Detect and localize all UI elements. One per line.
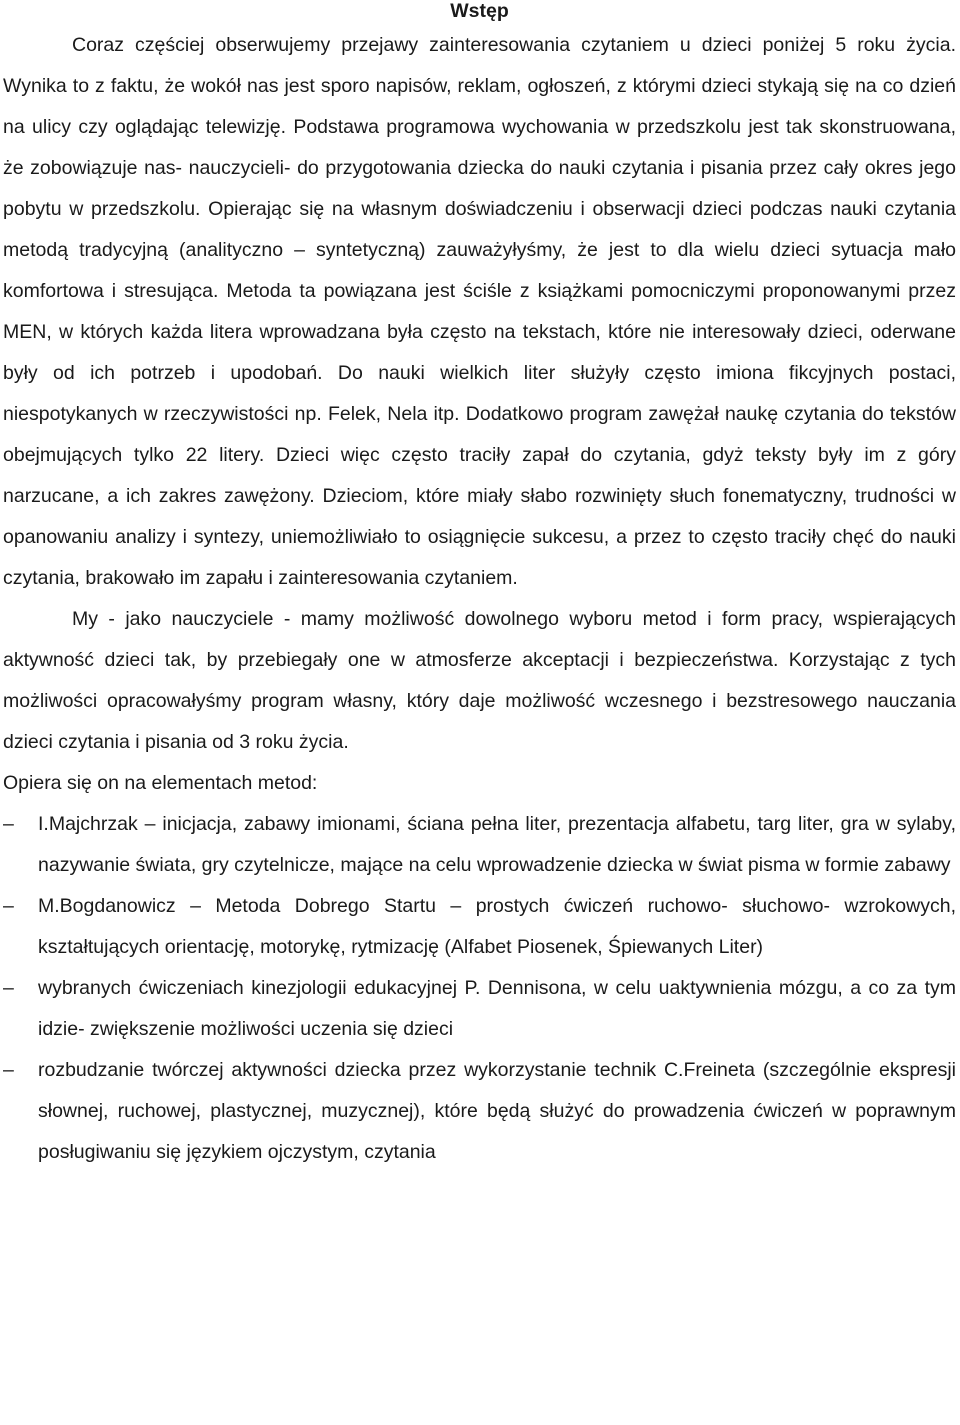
- list-intro: Opiera się on na elementach metod:: [3, 772, 318, 794]
- list-item: [3, 804, 956, 886]
- paragraph-intro: Coraz częściej obserwujemy przejawy zainteresowania czytaniem u dzieci poniżej 5 roku życia. Wynika to z faktu, że wokół nas jest sporo napisów, reklam, ogłoszeń, z którymi dzieci stykają się na co dzień na ulicy czy oglądając telewizję. Podstawa programowa wychowania w przedszkolu jest tak skonstruowana, że zobowiązuje nas- nauczycieli- do przygotowania dziecka do nauki czytania i pisania przez cały okres jego pobytu w przedszkolu. Opierając się na własnym doświadczeniu i obserwacji dzieci podczas nauki czytania metodą tradycyjną (analityczno – syntetyczną) zauważyłyśmy, że jest to dla wielu dzieci sytuacja mało komfortowa i stresująca. Metoda ta powiązana jest ściśle z książkami pomocniczymi proponowanymi przez MEN, w których każda litera wprowadzana była często na tekstach, które nie interesowały dzieci, oderwane były od ich potrzeb i upodobań. Do nauki wielkich liter służyły często imiona fikcyjnych postaci, niespotykanych w rzeczywistości np. Felek, Nela itp. Dodatkowo program zawężał naukę czytania do tekstów obejmujących tylko 22 litery. Dzieci więc często traciły zapał do czytania, gdyż teksty były im z góry narzucane, a ich zakres zawężony. Dzieciom, które miały słabo rozwinięty słuch fonematyczny, trudności w opanowaniu analizy i syntezy, uniemożliwiało to osiągnięcie sukcesu, a przez to często traciły chęć do nauki czytania, brakowało im zapału i zainteresowania czytaniem.: [3, 34, 956, 589]
- intro-section: [3, 25, 956, 1173]
- dash-bullet-icon: –: [3, 1059, 14, 1081]
- dash-bullet-icon: –: [3, 813, 14, 835]
- list-item: [3, 886, 956, 968]
- list-item: [3, 1050, 956, 1173]
- dash-bullet-icon: –: [3, 895, 14, 917]
- document-page: [3, 0, 956, 1176]
- paragraph-methods: My - jako nauczyciele - mamy możliwość dowolnego wyboru metod i form pracy, wspierających aktywność dzieci tak, by przebiegały one w atmosferze akceptacji i bezpieczeństwa. Korzystając z tych możliwości opracowałyśmy program własny, który daje możliwość wczesnego i bezstresowego nauczania dzieci czytania i pisania od 3 roku życia.: [3, 608, 956, 753]
- document-title: Wstęp: [450, 0, 509, 22]
- methods-list: [3, 804, 956, 1173]
- list-item-text: I.Majchrzak – inicjacja, zabawy imionami, ściana pełna liter, prezentacja alfabetu, targ liter, gra w sylaby, nazywanie świata, gry czytelnicze, mające na celu wprowadzenie dziecka w świat pisma w formie zabawy: [38, 813, 956, 876]
- dash-bullet-icon: –: [3, 977, 14, 999]
- list-item-text: wybranych ćwiczeniach kinezjologii edukacyjnej P. Dennisona, w celu uaktywnienia mózgu, a co za tym idzie- zwiększenie możliwości uczenia się dzieci: [38, 977, 956, 1040]
- list-item: [3, 968, 956, 1050]
- list-item-text: rozbudzanie twórczej aktywności dziecka przez wykorzystanie technik C.Freineta (szczególnie ekspresji słownej, ruchowej, plastycznej, muzycznej), które będą służyć do prowadzenia ćwiczeń w poprawnym posługiwaniu się językiem ojczystym, czytania: [38, 1059, 956, 1163]
- list-item-text: M.Bogdanowicz – Metoda Dobrego Startu – prostych ćwiczeń ruchowo- słuchowo- wzrokowych, kształtujących orientację, motorykę, rytmizację (Alfabet Piosenek, Śpiewanych Liter): [38, 895, 956, 958]
